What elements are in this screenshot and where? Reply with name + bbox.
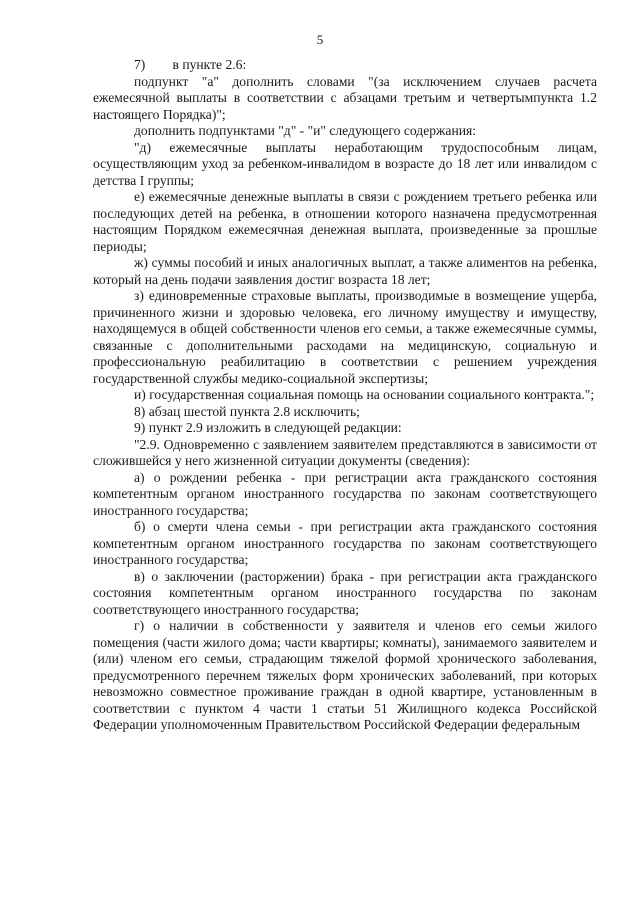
subpoint-e: е) ежемесячные денежные выплаты в связи с рождением третьего ребенка или последующих детей на ребенка, в отношении которого назначена предусмотренная настоящим Порядком ежемесячная денежная выплата, произведенные за прошлые периоды; [93, 189, 597, 254]
subpoint-d: "д) ежемесячные выплаты неработающим трудоспособным лицам, осуществляющим уход за ребенком-инвалидом в возрасте до 18 лет или инвалидом с детства I группы; [93, 139, 597, 188]
document-body [93, 57, 597, 734]
subpoint-i: и) государственная социальная помощь на основании социального контракта."; [134, 387, 595, 402]
point-2-9-intro: "2.9. Одновременно с заявлением заявителем представляются в зависимости от сложившейся у него жизненной ситуации документы (сведения): [93, 436, 597, 468]
item-7-heading: 7) в пункте 2.6: [134, 57, 247, 72]
page-number: 5 [316, 32, 324, 47]
item-9: 9) пункт 2.9 изложить в следующей редакции: [134, 420, 402, 435]
point-2-9-v: в) о заключении (расторжении) брака - при регистрации акта гражданского состояния компетентным органом иностранного государства по законам соответствующего иностранного государства; [93, 568, 597, 617]
paragraph-add-subpoints: дополнить подпунктами "д" - "и" следующего содержания: [134, 123, 477, 138]
item-8: 8) абзац шестой пункта 2.8 исключить; [134, 403, 360, 419]
point-2-9-g: г) о наличии в собственности у заявителя и членов его семьи жилого помещения (части жилого дома; части квартиры; комнаты), занимаемого заявителем и (или) членом его семьи, страдающим тяжелой формой хронического заболевания, предусмотренного перечнем тяжелых форм хронических заболеваний, при которых невозможно совместное проживание граждан в одной квартире, установленным в соответствии с пунктом 4 части 1 статьи 51 Жилищного кодекса Российской Федерации уполномоченным Правительством Российской Федерации федеральным [93, 618, 597, 732]
subpoint-z: з) единовременные страховые выплаты, производимые в возмещение ущерба, причиненного жизни и здоровью человека, его личному имуществу и имуществу, находящемуся в общей собственности членов его семьи, а также ежемесячные суммы, связанные с дополнительными расходами на медицинскую, социальную и профессиональную реабилитацию в соответствии с решением учреждения государственной службы медико-социальной экспертизы; [93, 288, 597, 386]
subpoint-zh: ж) суммы пособий и иных аналогичных выплат, а также алиментов на ребенка, который на день подачи заявления достиг возраста 18 лет; [93, 255, 597, 287]
point-2-9-a: а) о рождении ребенка - при регистрации акта гражданского состояния компетентным органом иностранного государства по законам соответствующего иностранного государства; [93, 469, 597, 518]
point-2-9-b: б) о смерти члена семьи - при регистрации акта гражданского состояния компетентным органом иностранного государства по законам соответствующего иностранного государства; [93, 519, 597, 567]
paragraph-subpoint-a-amendment: подпункт "а" дополнить словами "(за исключением случаев расчета ежемесячной выплаты в соответствии с абзацами третьим и четвертымпункта 1.2 настоящего Порядка)"; [93, 73, 597, 122]
